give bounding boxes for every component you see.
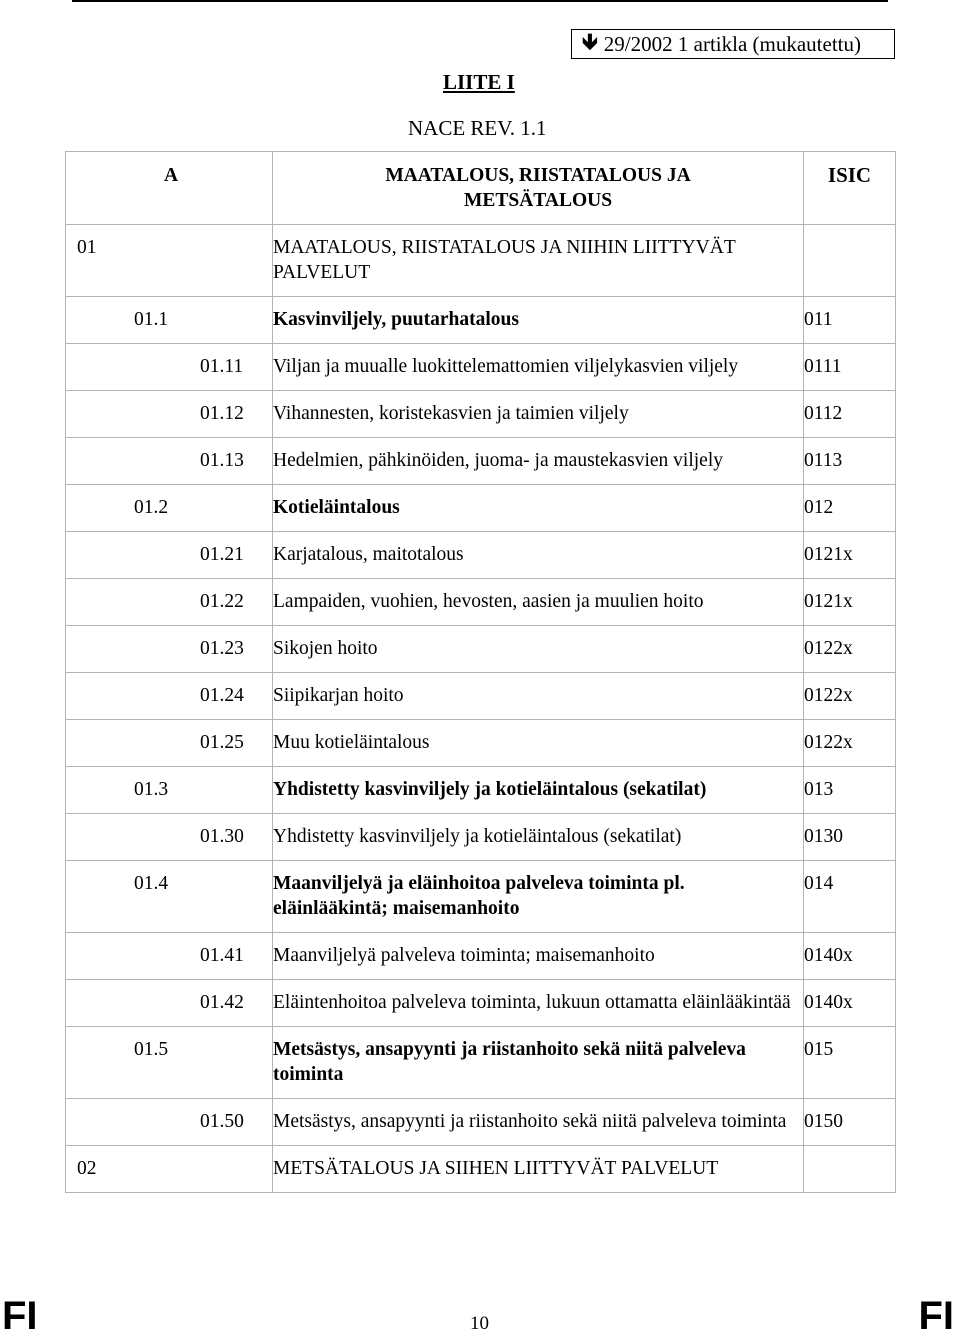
isic-code: 0113	[804, 438, 896, 485]
nace-code: 01.42	[66, 980, 273, 1027]
nace-description: Kasvinviljely, puutarhatalous	[273, 297, 804, 344]
nace-code: 01.41	[66, 933, 273, 980]
section-title	[273, 152, 804, 225]
nace-table	[65, 151, 896, 1193]
isic-code: 015	[804, 1027, 896, 1099]
language-code-right: FI	[918, 1294, 954, 1338]
nace-code: 01.21	[66, 532, 273, 579]
isic-code: 0130	[804, 814, 896, 861]
isic-code: 0121x	[804, 579, 896, 626]
amendment-text: 29/2002 1 artikla (mukautettu)	[603, 31, 861, 56]
nace-code: 01.4	[66, 861, 273, 933]
nace-code: 01.1	[66, 297, 273, 344]
isic-code: 011	[804, 297, 896, 344]
isic-code: 0112	[804, 391, 896, 438]
table-row	[66, 344, 896, 391]
nace-code: 01.30	[66, 814, 273, 861]
nace-code: 01.25	[66, 720, 273, 767]
language-code-left: FI	[2, 1294, 38, 1338]
isic-header: ISIC	[804, 152, 896, 225]
section-title-line2: METSÄTALOUS	[463, 190, 613, 211]
nace-code: 02	[66, 1146, 273, 1193]
isic-code: 0150	[804, 1099, 896, 1146]
isic-code: 0122x	[804, 673, 896, 720]
nace-description: Yhdistetty kasvinviljely ja kotieläintalous (sekatilat)	[273, 767, 804, 814]
nace-description: Muu kotieläintalous	[273, 720, 804, 767]
table-row	[66, 1027, 896, 1099]
nace-description: Lampaiden, vuohien, hevosten, aasien ja muulien hoito	[273, 579, 804, 626]
table-header-row	[66, 152, 896, 225]
isic-code: 013	[804, 767, 896, 814]
nace-code: 01	[66, 225, 273, 297]
amendment-reference	[571, 29, 895, 59]
nace-description: Vihannesten, koristekasvien ja taimien viljely	[273, 391, 804, 438]
table-row	[66, 438, 896, 485]
isic-code: 0122x	[804, 720, 896, 767]
table-row	[66, 980, 896, 1027]
nace-description: Maanviljelyä ja eläinhoitoa palveleva toiminta pl. eläinlääkintä; maisemanhoito	[273, 861, 804, 933]
section-title-line1: MAATALOUS, RIISTATALOUS JA	[385, 165, 691, 186]
nace-description: Metsästys, ansapyynti ja riistanhoito sekä niitä palveleva toiminta	[273, 1027, 804, 1099]
table-row	[66, 861, 896, 933]
top-rule	[72, 0, 888, 2]
annex-title: LIITE I	[443, 70, 515, 94]
nace-description: Sikojen hoito	[273, 626, 804, 673]
nace-code: 01.50	[66, 1099, 273, 1146]
isic-code: 0140x	[804, 933, 896, 980]
nace-code: 01.2	[66, 485, 273, 532]
nace-description: Viljan ja muualle luokittelemattomien viljelykasvien viljely	[273, 344, 804, 391]
nace-description: Karjatalous, maitotalous	[273, 532, 804, 579]
nace-description: Yhdistetty kasvinviljely ja kotieläintalous (sekatilat)	[273, 814, 804, 861]
nace-label: NACE REV. 1.1	[408, 116, 547, 140]
nace-description: MAATALOUS, RIISTATALOUS JA NIIHIN LIITTYVÄT PALVELUT	[273, 225, 804, 297]
table-row	[66, 579, 896, 626]
page-number: 10	[470, 1313, 489, 1334]
isic-code: 0121x	[804, 532, 896, 579]
table-row	[66, 626, 896, 673]
isic-code: 014	[804, 861, 896, 933]
table-row	[66, 814, 896, 861]
nace-code: 01.5	[66, 1027, 273, 1099]
nace-description: METSÄTALOUS JA SIIHEN LIITTYVÄT PALVELUT	[273, 1146, 804, 1193]
nace-code: 01.12	[66, 391, 273, 438]
isic-code: 0122x	[804, 626, 896, 673]
isic-code	[804, 1146, 896, 1193]
table-row	[66, 391, 896, 438]
isic-code	[804, 225, 896, 297]
arrow-down-icon: 🡻	[582, 29, 598, 54]
isic-code: 0111	[804, 344, 896, 391]
section-code: A	[66, 152, 273, 225]
table-row	[66, 767, 896, 814]
nace-description: Maanviljelyä palveleva toiminta; maisemanhoito	[273, 933, 804, 980]
nace-code: 01.24	[66, 673, 273, 720]
table-row	[66, 532, 896, 579]
table-row	[66, 1146, 896, 1193]
nace-description: Siipikarjan hoito	[273, 673, 804, 720]
isic-code: 0140x	[804, 980, 896, 1027]
table-row	[66, 673, 896, 720]
nace-description: Kotieläintalous	[273, 485, 804, 532]
nace-code: 01.3	[66, 767, 273, 814]
table-row	[66, 225, 896, 297]
table-row	[66, 720, 896, 767]
nace-description: Metsästys, ansapyynti ja riistanhoito sekä niitä palveleva toiminta	[273, 1099, 804, 1146]
table-row	[66, 1099, 896, 1146]
nace-description: Eläintenhoitoa palveleva toiminta, lukuun ottamatta eläinlääkintää	[273, 980, 804, 1027]
nace-code: 01.23	[66, 626, 273, 673]
table-row	[66, 297, 896, 344]
nace-code: 01.11	[66, 344, 273, 391]
table-row	[66, 933, 896, 980]
nace-code: 01.22	[66, 579, 273, 626]
table-row	[66, 485, 896, 532]
nace-description: Hedelmien, pähkinöiden, juoma- ja maustekasvien viljely	[273, 438, 804, 485]
nace-code: 01.13	[66, 438, 273, 485]
isic-code: 012	[804, 485, 896, 532]
